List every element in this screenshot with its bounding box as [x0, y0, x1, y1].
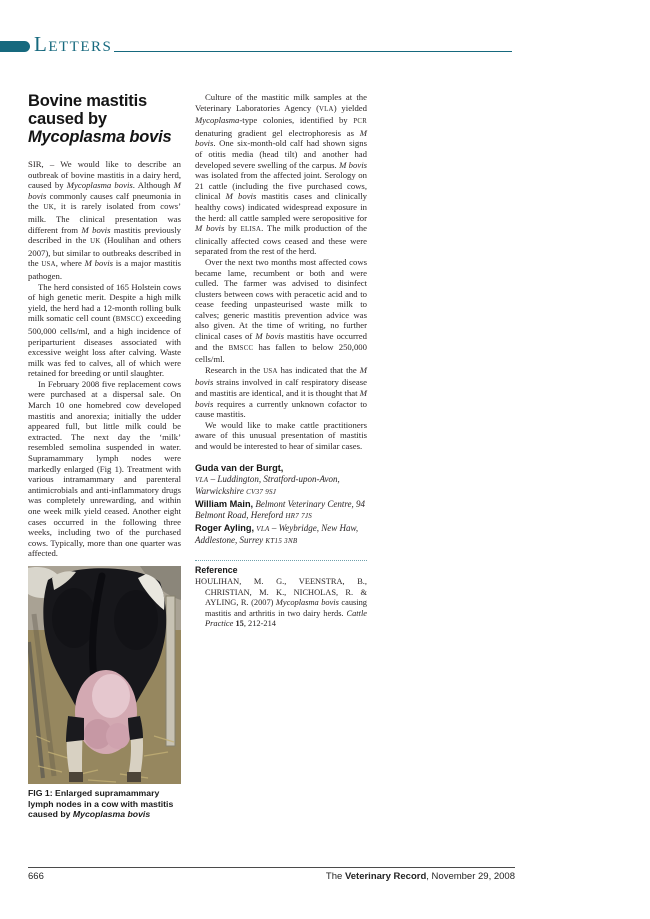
article-columns: [28, 92, 367, 820]
author-name: Guda van der Burgt,: [195, 462, 284, 473]
reference-section: [195, 560, 367, 629]
reference-heading: Reference: [195, 565, 238, 576]
figure-caption: FIG 1: Enlarged supramammary lymph nodes in a cow with mastitis caused by Mycoplasma bovis: [28, 787, 174, 820]
paragraph: The herd consisted of 165 Holstein cows of high genetic merit. Despite a high milk yield, the herd had a 12-month rolling bulk milk somatic cell count (BMSCC) exceeding 500,000 cells/ml, and a high incidence of periparturient diseases associated with excessive weight loss after calving. Waste milk was fed to calves, all of which were retained for breeding or until slaughter.: [28, 281, 181, 379]
section-marker-pill: [0, 41, 30, 52]
author-address: Belmont Veterinary Centre, 94 Belmont Road, Hereford HR7 7JS: [195, 498, 366, 521]
paragraph: Over the next two months most affected cows became lame, recumbent or both and were culled. The farmer was advised to disinfect clusters between cows with peracetic acid and to cease feeding unpasteurised waste milk to calves; generic mastitis prevention advice was also given. At the time of writing, no further clinical cases of M bovis mastitis have occurred and the BMSCC has fallen to below 250,000 cells/ml.: [195, 256, 367, 365]
article-title-line-2: caused by: [28, 110, 107, 128]
article-title-line-3: Mycoplasma bovis: [28, 128, 172, 146]
journal-citation: The Veterinary Record, November 29, 2008: [325, 871, 515, 882]
section-header-rule: [114, 51, 512, 52]
signature: [195, 463, 367, 499]
author-address: VLA – Luddington, Stratford-upon-Avon, Warwickshire CV37 9SJ: [195, 474, 340, 497]
section-title: Letters: [34, 32, 113, 56]
paragraph: Research in the USA has indicated that the M bovis strains involved in calf respiratory disease and mastitis are identical, and it is thought that M bovis requires a currently unknown cofactor to cause mastitis.: [195, 364, 367, 420]
left-column: [28, 92, 181, 820]
paragraph: SIR, – We would like to describe an outbreak of bovine mastitis in a dairy herd, caused by Mycoplasma bovis. Although M bovis commonly causes calf pneumonia in the UK, it is rarely isolated from cows’ milk. The clinical presentation was different from M bovis mastitis previously described in the UK (Houlihan and others 2007), but similar to outbreaks described in the USA, where M bovis is a major mastitis pathogen.: [28, 159, 181, 281]
paragraph: In February 2008 five replacement cows were purchased at a dispersal sale. On March 10 one homebred cow developed mastitis and anorexia; initially the udder appeared full, but little milk could be extracted. The next day the ‘milk’ resembled semolina suspended in water. Supramammary lymph nodes were markedly enlarged (Fig 1). Treatment with various intramammary and parenteral antimicrobials and anti-inflammatory drugs was completely unrewarding, and within one week milk yield ceased. Another eight cases occurred in the following three weeks, including two of the purchased cows. Typically, more than one quarter was affected.: [28, 378, 181, 559]
reference-entry: HOULIHAN, M. G., VEENSTRA, B., CHRISTIAN, M. K., NICHOLAS, R. & AYLING, R. (2007) Mycoplasma bovis causing mastitis and arthritis in two dairy herds. Cattle Practice 15, 212-214: [195, 577, 367, 629]
paragraph: We would like to make cattle practitioners aware of this unusual presentation of mastitis and would be interested to hear of similar cases.: [195, 419, 367, 451]
article-title-line-1: Bovine mastitis: [28, 92, 147, 110]
paragraph: Culture of the mastitic milk samples at the Veterinary Laboratories Agency (VLA) yielded Mycoplasma-type colonies, identified by PCR denaturing gradient gel electrophoresis as M bovis. One six-month-old calf had shown signs of otitis media (head tilt) and another had developed severe swelling of the carpus. M bovis was isolated from the affected joint. Serology on 21 cattle (including the five purchased cows, clinical M bovis mastitis cases and clinically healthy cows) indicated widespread exposure in the herd: all cattle sampled were seropositive for M bovis by ELISA. The milk production of the clinically affected cows ceased and these were separated from the rest of the herd.: [195, 92, 368, 257]
right-column: [195, 92, 367, 820]
article-title: [28, 92, 181, 146]
signature-block: [195, 463, 367, 548]
author-name: Roger Ayling,: [195, 522, 255, 533]
page-footer: [28, 871, 515, 882]
figure-1: [28, 566, 181, 820]
author-address: VLA – Weybridge, New Haw, Addlestone, Surrey KT15 3NB: [195, 522, 359, 546]
signature: [195, 523, 367, 548]
author-name: William Main,: [195, 498, 254, 509]
footer-rule: [28, 867, 515, 868]
letters-section-header: [0, 34, 512, 55]
signature: [195, 499, 367, 523]
cow-photo: [28, 566, 181, 784]
page-number: 666: [28, 871, 44, 882]
